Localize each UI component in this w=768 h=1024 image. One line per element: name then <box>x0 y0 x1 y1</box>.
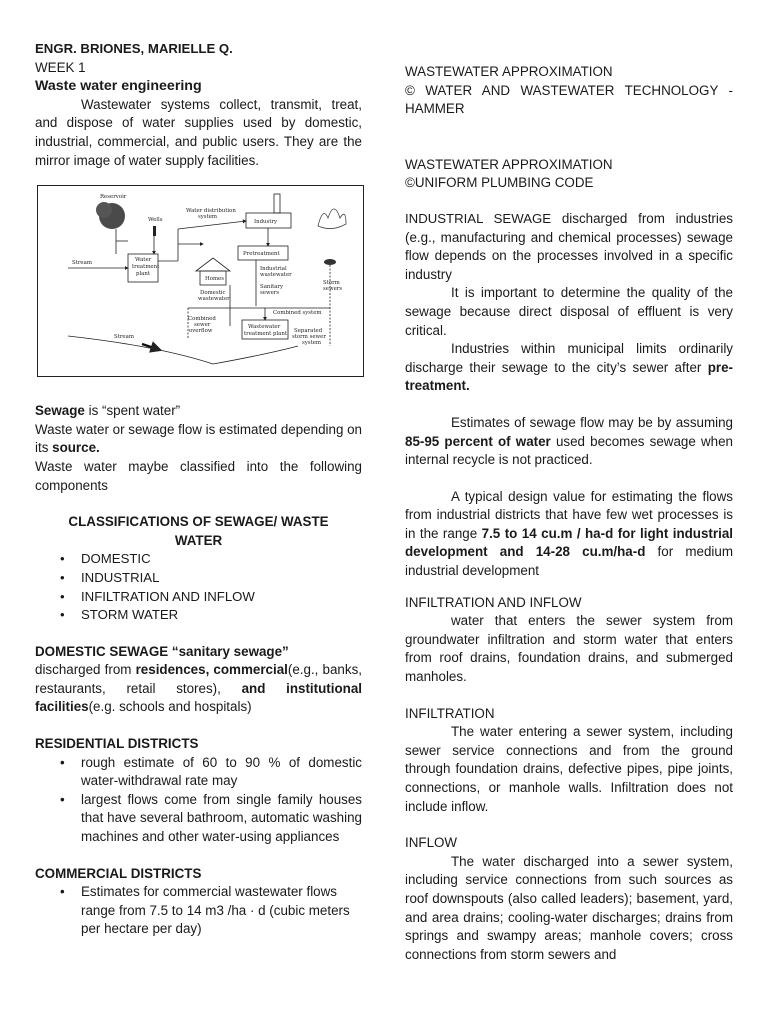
label-distribution-1: Water distribution <box>186 208 236 215</box>
quality-paragraph: It is important to determine the quality of the sewage because direct disposal of effluent is very critical. <box>405 285 733 338</box>
ii-paragraph: water that enters the sewer system from groundwater infiltration and storm water that enters from roof drains, foundation drains, and submerged manholes. <box>405 613 733 685</box>
label-cso-2: sewer <box>194 322 211 329</box>
label-domestic-2: wastewater <box>198 296 230 303</box>
label-wtp-1: Water <box>135 257 152 264</box>
diagram-svg <box>38 186 362 375</box>
label-separated-1: Separated <box>294 328 323 335</box>
chimney-icon <box>274 194 280 213</box>
residential-list <box>35 754 362 847</box>
label-industry: Industry <box>254 219 278 226</box>
classifications-list <box>35 550 362 624</box>
label-reservoir: Reservoir <box>100 194 127 201</box>
industrial-paragraph <box>405 210 733 284</box>
approx2-heading: WASTEWATER APPROXIMATION <box>405 156 613 172</box>
label-cso-1: Combined <box>188 316 216 323</box>
storm-drain-icon <box>324 259 336 265</box>
classified-paragraph: Waste water maybe classified into the following components <box>35 458 362 493</box>
list-item: • INDUSTRIAL <box>81 569 362 588</box>
list-item: • STORM WATER <box>81 606 362 625</box>
label-distribution-2: system <box>198 214 218 221</box>
estimated-paragraph <box>35 421 362 458</box>
label-industrial-ww-2: wastewater <box>260 272 292 279</box>
list-item: • DOMESTIC <box>81 550 362 569</box>
label-wwtp-1: Wastewater <box>248 324 281 331</box>
label-sanitary-1: Sanitary <box>260 284 284 291</box>
estimates-paragraph <box>405 414 733 470</box>
classifications-heading: CLASSIFICATIONS OF SEWAGE/ WASTE WATER <box>68 514 329 548</box>
domestic-text-2: (e.g., banks, restaurants, retail stores), <box>35 662 362 696</box>
label-homes: Homes <box>205 276 225 283</box>
approx1-heading: WASTEWATER APPROXIMATION <box>405 64 613 79</box>
typical-bold: 7.5 to 14 cu.m / ha-d for light industrial development and 14-28 cu.m/ha-d <box>405 525 733 560</box>
cloud-icon <box>318 209 346 229</box>
commercial-heading: COMMERCIAL DISTRICTS <box>35 865 202 881</box>
infiltration-paragraph: The water entering a sewer system, including sewer service connections and from the ground through foundation drains, defective pipes, pipe joints, connections, or manhole walls. Infiltration does not include inflow. <box>405 724 733 814</box>
list-item: • Estimates for commercial wastewater flows range from 7.5 to 14 m3 /ha · d (cubic meters per hectare per day) <box>81 883 362 939</box>
municipal-bold: pre-treatment. <box>405 359 733 394</box>
reservoir-tree-icon-part <box>96 202 112 218</box>
typical-paragraph <box>405 488 733 581</box>
label-wtp-3: plant <box>136 271 151 278</box>
ii-heading: INFILTRATION AND INFLOW <box>405 594 582 610</box>
estimates-text-1: Estimates of sewage flow may be by assuming <box>451 414 733 430</box>
label-separated-2: storm sewer <box>292 334 326 341</box>
stream-line <box>68 336 213 364</box>
label-separated-3: system <box>302 340 322 347</box>
label-storm-1: Storm <box>323 280 340 287</box>
author-name: ENGR. BRIONES, MARIELLE Q. <box>35 41 233 56</box>
estimated-bold: source. <box>52 440 100 456</box>
label-pretreatment: Pretreatment <box>243 251 280 258</box>
label-wtp-2: treatment <box>132 264 160 271</box>
estimates-text-2: used becomes sewage when internal recycle is not practiced. <box>405 433 733 468</box>
week-label: WEEK 1 <box>35 59 86 75</box>
domestic-paragraph <box>35 661 362 717</box>
typical-text-1: A typical design value for estimating the flows from industrial districts that have few wet processes is in the range <box>405 488 733 541</box>
wells-icon <box>153 226 156 236</box>
approx2-source: ©UNIFORM PLUMBING CODE <box>405 175 594 191</box>
approx1-source: © WATER AND WASTEWATER TECHNOLOGY - HAMMER <box>405 82 733 117</box>
list-item: • largest flows come from single family houses that have several bathroom, automatic washing machines and other water-using appliances <box>81 791 362 847</box>
label-stream-in: Stream <box>72 260 92 267</box>
label-wwtp-2: treatment plant <box>244 331 287 338</box>
inflow-paragraph: The water discharged into a sewer system, including service connections from such sources as roof downspouts (also called leaders); basement, yard, and area drains; cooling-water discharges; drains from springs and swampy areas; manhole covers; cross connections from storm sewers and <box>405 853 733 962</box>
municipal-text: Industries within municipal limits ordinarily discharge their sewage to the city’s sewer after <box>405 341 733 375</box>
label-industrial-ww-1: Industrial <box>260 266 287 273</box>
wastewater-system-diagram <box>37 185 364 377</box>
residential-heading: RESIDENTIAL DISTRICTS <box>35 736 199 752</box>
label-domestic-1: Domestic <box>200 290 226 297</box>
estimates-bold: 85-95 percent of water <box>405 433 551 449</box>
list-item: • INFILTRATION AND INFLOW <box>81 588 362 607</box>
label-storm-2: sewers <box>323 286 343 293</box>
label-combined-system: Combined system <box>273 310 322 317</box>
industrial-text: discharged from industries (e.g., manufacturing and chemical processes) sewage flow depends on the processes involved in a specific industry <box>405 210 733 282</box>
page-title: Waste water engineering <box>35 78 202 95</box>
sewage-def-text: is “spent water” <box>84 403 181 419</box>
homes-roof-icon <box>196 258 230 271</box>
domestic-bold-2: and institutional facilities <box>35 680 362 715</box>
commercial-list <box>35 883 362 939</box>
sewage-definition <box>35 402 362 421</box>
left-column <box>35 40 362 939</box>
estimated-text: Waste water or sewage flow is estimated depending on its <box>35 421 363 456</box>
intro-paragraph: Wastewater systems collect, transmit, treat, and dispose of water supplies used by domestic, industrial, commercial, and public users. They are the mirror image of water supply facilities. <box>35 96 362 168</box>
label-sanitary-2: sewers <box>260 290 280 297</box>
label-wells: Wells <box>148 217 163 224</box>
municipal-paragraph <box>405 340 733 396</box>
infiltration-heading: INFILTRATION <box>405 705 495 721</box>
domestic-text-3: (e.g. schools and hospitals) <box>88 699 252 715</box>
label-stream-out: Stream <box>114 334 134 341</box>
sewage-term: Sewage <box>35 403 85 419</box>
list-item: • rough estimate of 60 to 90 % of domestic water-withdrawal rate may <box>81 754 362 791</box>
inflow-heading: INFLOW <box>405 835 458 851</box>
domestic-bold-1: residences, commercial <box>135 662 288 678</box>
right-column <box>405 63 733 964</box>
domestic-text-1: discharged from <box>35 662 136 678</box>
typical-text-2: for medium industrial development <box>405 544 733 579</box>
domestic-heading: DOMESTIC SEWAGE “sanitary sewage” <box>35 643 289 659</box>
label-cso-3: overflow <box>189 328 213 335</box>
industrial-heading: INDUSTRIAL SEWAGE <box>405 210 552 226</box>
